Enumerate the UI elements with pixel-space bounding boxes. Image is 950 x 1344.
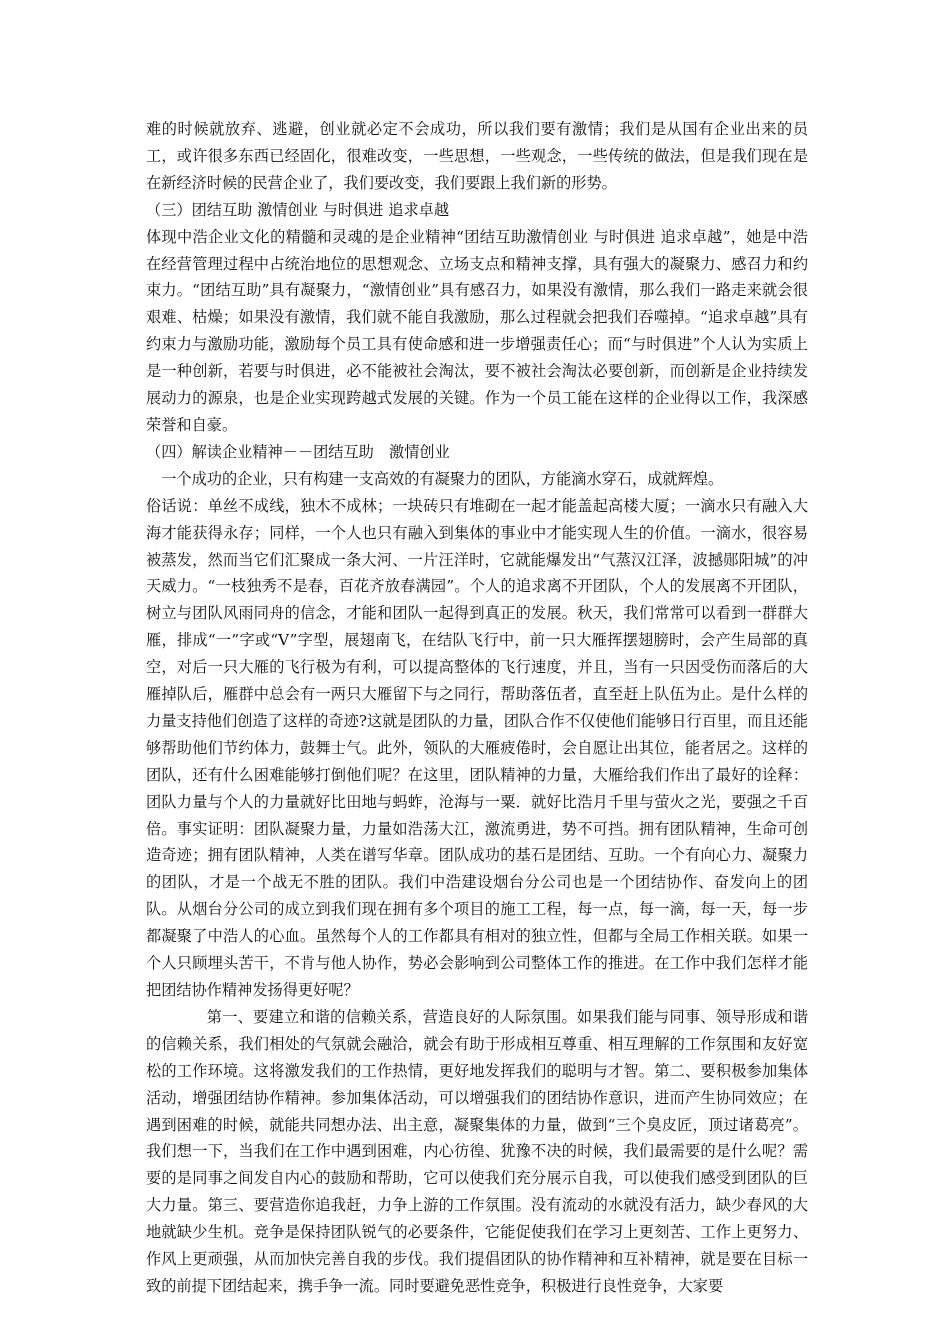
paragraph-successful-team: 一个成功的企业，只有构建一支高效的有凝聚力的团队，方能滴水穿石，成就辉煌。 xyxy=(161,469,724,488)
paragraph-team-power: 俗话说：单丝不成线，独木不成林；一块砖只有堆砌在一起才能盖起高楼大厦；一滴水只有融入大海才能获得永存；同样，一个人也只有融入到集体的事业中才能实现人生的价值。一滴水，很容易被蒸发，然而当它们汇聚成一条大河、一片汪洋时，它就能爆发出“气蒸汉江泽，波撼郧阳城”的冲天威力。“一枝独秀不是春，百花齐放春满园”。个人的追求离不开团队，个人的发展离不开团队，树立与团队风雨同舟的信念，才能和团队一起得到真正的发展。秋天，我们常常可以看到一群群大雁，排成“一”字或“V”字型，展翅南飞，在结队飞行中，前一只大雁挥摆翅膀时，会产生局部的真空，对后一只大雁的飞行极为有利，可以提高整体的飞行速度，并且，当有一只因受伤而落后的大雁掉队后，雁群中总会有一两只大雁留下与之同行，帮助落伍者，直至赶上队伍为止。是什么样的力量支持他们创造了这样的奇迹?这就是团队的力量，团队合作不仅使他们能够日行百里，而且还能够帮助他们节约体力，鼓舞士气。此外，领队的大雁疲倦时，会自愿让出其位，能者居之。这样的团队，还有什么困难能够打倒他们呢？在这里，团队精神的力量，大雁给我们作出了最好的诠释：团队力量与个人的力量就好比田地与蚂蚱，沧海与一粟．就好比浩月千里与萤火之光，要强之千百倍。事实证明：团队凝聚力量，力量如浩荡大江，激流勇进，势不可挡。拥有团队精神，生命可创造奇迹；拥有团队精神，人类在谱写华章。团队成功的基石是团结、互助。一个有向心力、凝聚力的团队，才是一个战无不胜的团队。我们中浩建设烟台分公司也是一个团结协作、奋发向上的团队。从烟台分公司的成立到我们现在拥有多个项目的施工工程，每一点，每一滴，每一天，每一步都凝聚了中浩人的心血。虽然每个人的工作都具有相对的独立性，但都与全局工作相关联。如果一个人只顾埋头苦干，不肯与他人协作，势必会影响到公司整体工作的推进。在工作中我们怎样才能把团结协作精神发扬得更好呢？ xyxy=(146,496,808,999)
document-page xyxy=(146,116,808,1300)
section-heading-4: （四）解读企业精神－－团结互助 激情创业 xyxy=(146,442,450,461)
paragraph-enterprise-spirit: 体现中浩企业文化的精髓和灵魂的是企业精神“团结互助激情创业 与时俱进 追求卓越”，她是中浩在经营管理过程中占统治地位的思想观念、立场支点和精神支撑，具有强大的凝聚力、感召力和约束力。“团结互助”具有凝聚力，“激情创业”具有感召力，如果没有激情，那么我们一路走来就会很艰难、枯燥；如果没有激情，我们就不能自我激励，那么过程就会把我们吞噬掉。“追求卓越”具有约束力与激励功能，激励每个员工具有使命感和进一步增强责任心；而“与时俱进”个人认为实质上是一种创新，若要与时俱进，必不能被社会淘汰，要不被社会淘汰必要创新，而创新是企业持续发展动力的源泉，也是企业实现跨越式发展的关键。作为一个员工能在这样的企业得以工作，我深感荣誉和自豪。 xyxy=(146,227,808,434)
section-heading-3: （三）团结互助 激情创业 与时俱进 追求卓越 xyxy=(146,200,450,219)
paragraph-passion-change: 难的时候就放弃、逃避，创业就必定不会成功，所以我们要有激情；我们是从国有企业出来的员工，或许很多东西已经固化，很难改变，一些思想，一些观念，一些传统的做法，但是我们现在是在新经济时候的民营企业了，我们要改变，我们要跟上我们新的形势。 xyxy=(146,120,808,192)
paragraph-collaboration-methods: 第一、要建立和谐的信赖关系，营造良好的人际氛围。如果我们能与同事、领导形成和谐的信赖关系，我们相处的气氛就会融洽，就会有助于形成相互尊重、相互理解的工作氛围和友好宽松的工作环境。这将激发我们的工作热情，更好地发挥我们的聪明与才智。第二、要积极参加集体活动，增强团结协作精神。参加集体活动，可以增强我们的团结协作意识，进而产生协同效应；在遇到困难的时候，就能共同想办法、出主意，凝聚集体的力量，做到“三个臭皮匠，顶过诸葛亮”。我们想一下，当我们在工作中遇到困难，内心彷徨、犹豫不决的时候，我们最需要的是什么呢？需要的是同事之间发自内心的鼓励和帮助，它可以使我们充分展示自我，可以使我们感受到团队的巨大力量。第三、要营造你追我赶，力争上游的工作氛围。没有流动的水就没有活力，缺少春风的大地就缺少生机。竞争是保持团队锐气的必要条件，它能促使我们在学习上更刻苦、工作上更努力、作风上更顽强，从而加快完善自我的步伐。我们提倡团队的协作精神和互补精神，就是要在目标一致的前提下团结起来，携手争一流。同时要避免恶性竞争，积极进行良性竞争，大家要 xyxy=(146,1007,808,1295)
